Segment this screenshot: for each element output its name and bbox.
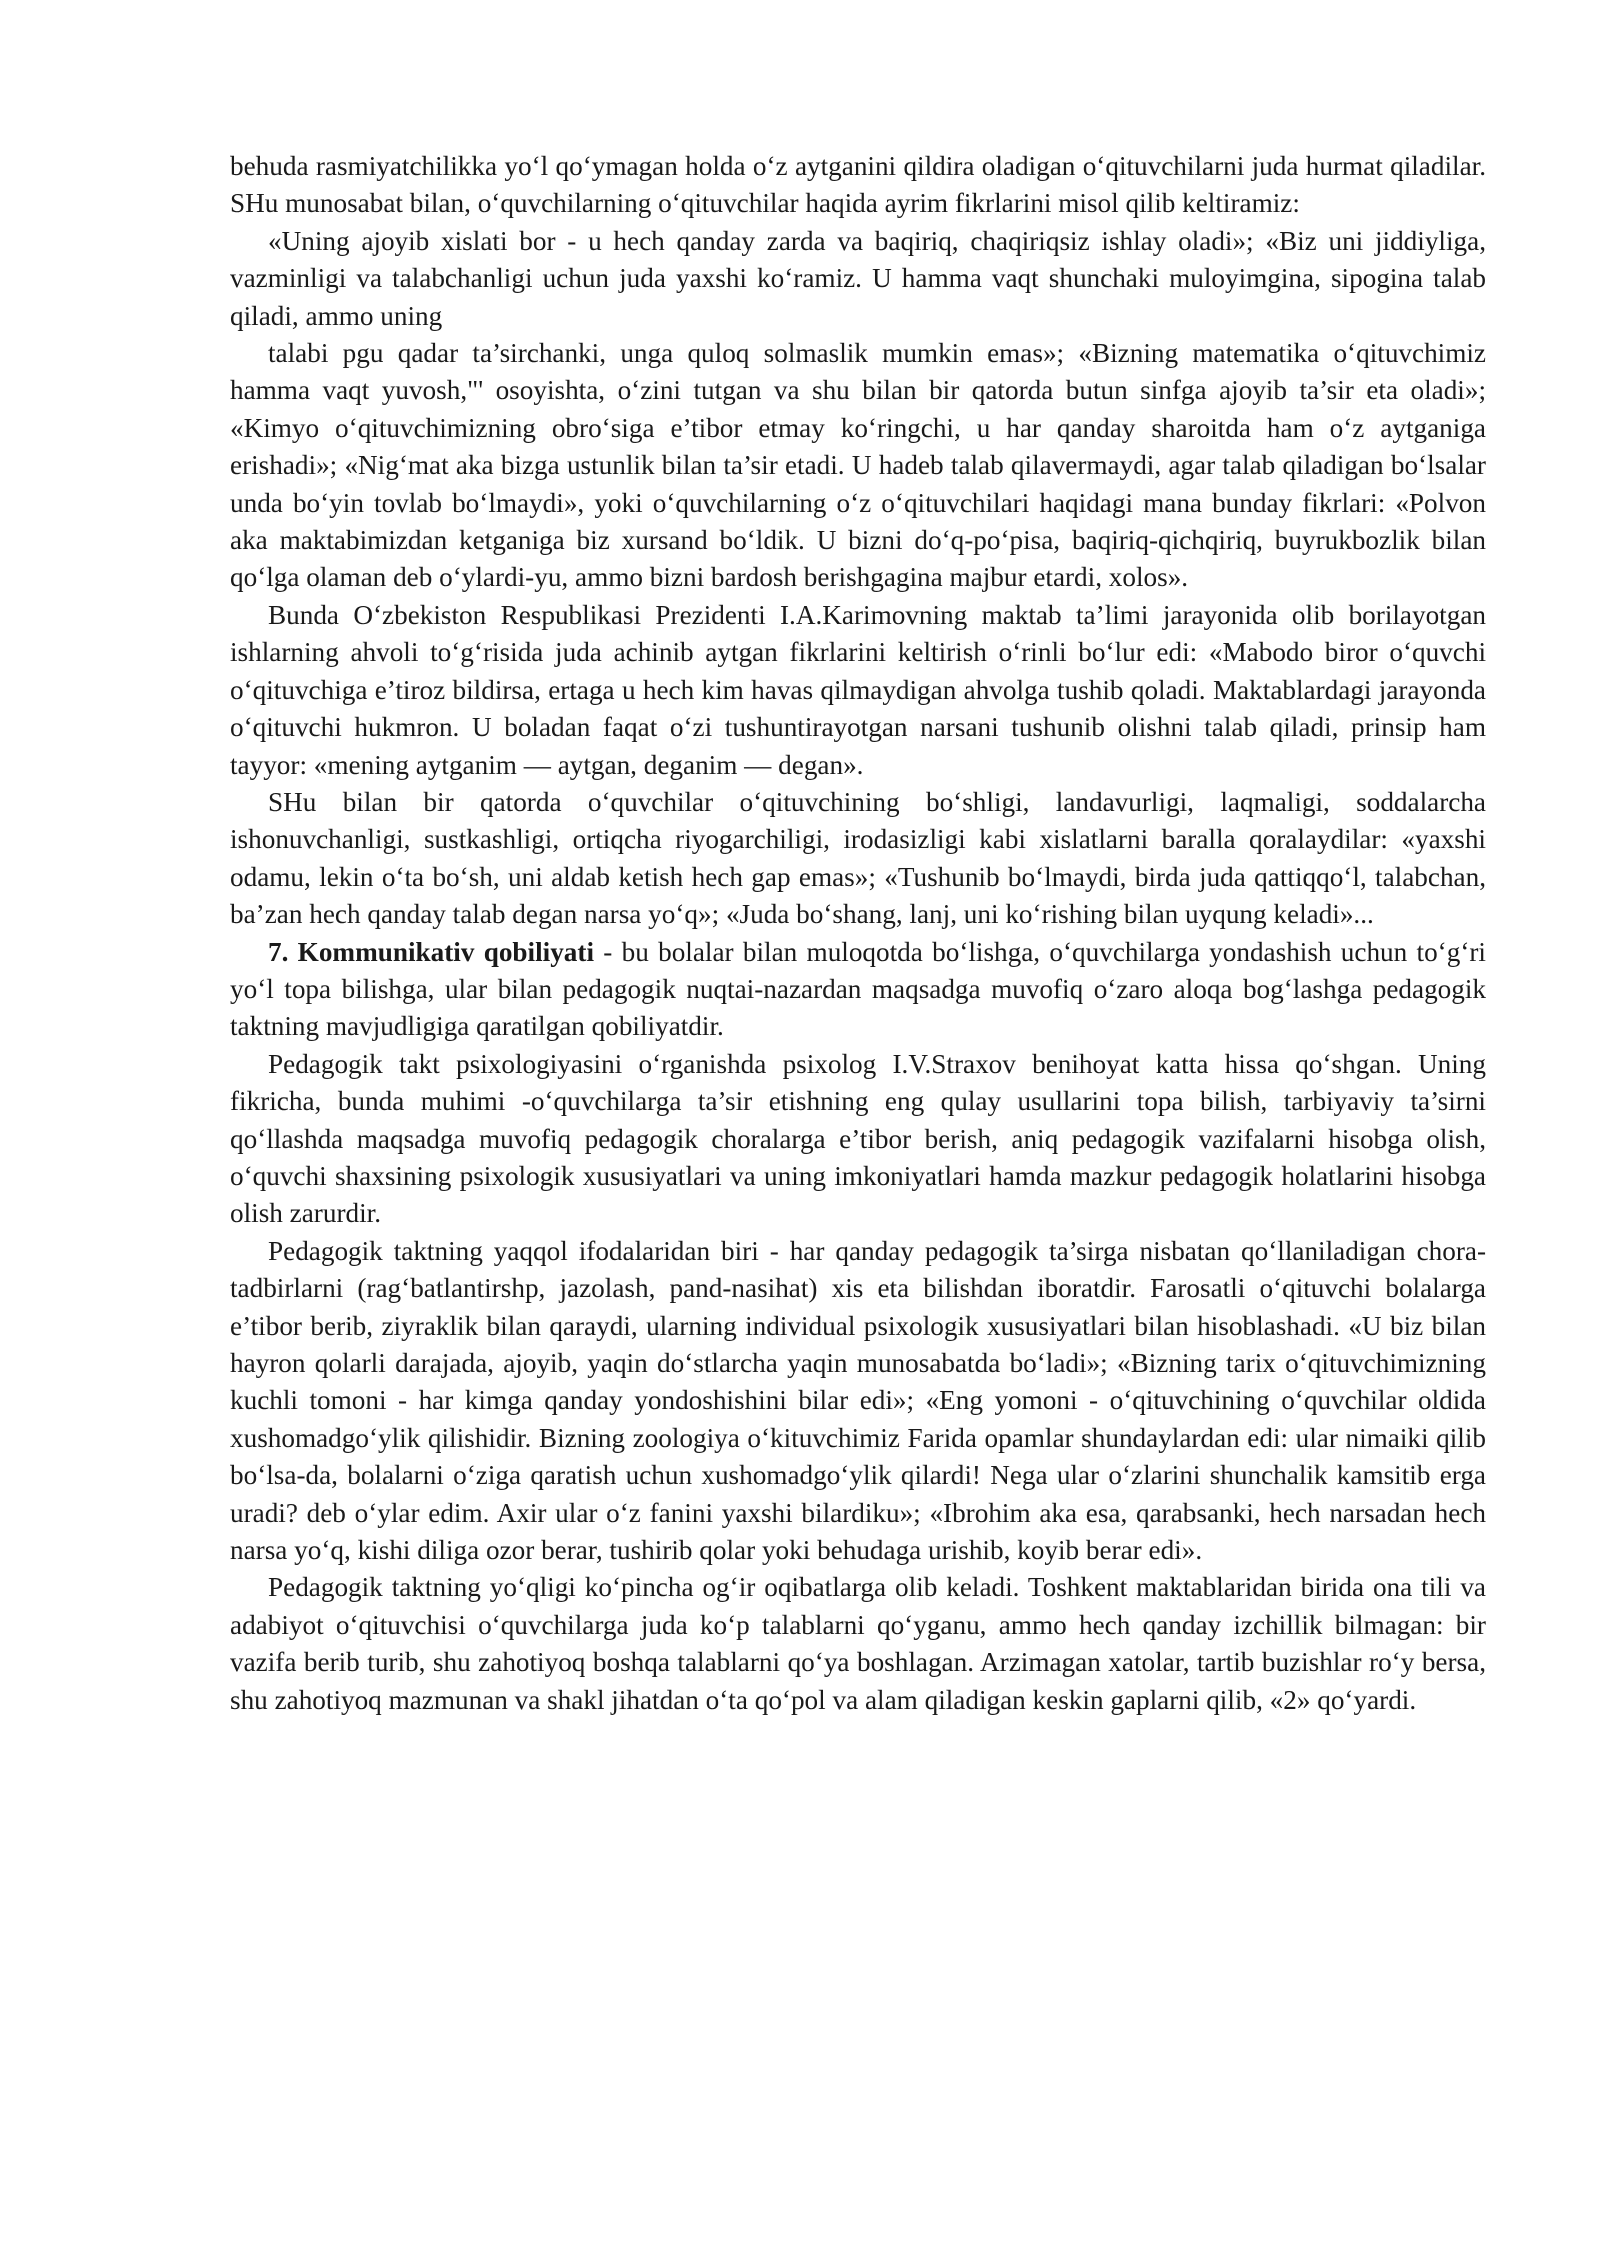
paragraph-4: Bunda O‘zbekiston Respublikasi Prezidenti I.A.Karimovning maktab ta’limi jarayonida olib borilayotgan ishlarning ahvoli to‘g‘risida juda achinib aytgan fikrlarini keltirish o‘rinli bo‘lur edi: «Mabodo biror o‘quvchi o‘qituvchiga e’tiroz bildirsa, ertaga u hech kim havas qilmaydigan ahvolga tushib qoladi. Maktablardagi jarayonda o‘qituvchi hukmron. U boladan faqat o‘zi tushuntirayotgan narsani tushunib olishni talab qiladi, prinsip ham tayyor: «mening aytganim — aytgan, deganim — degan». <box>230 599 1486 780</box>
paragraph-1: behuda rasmiyatchilikka yo‘l qo‘ymagan holda o‘z aytganini qildira oladigan o‘qituvchilarni juda hurmat qiladilar. SHu munosabat bilan, o‘quvchilarning o‘qituvchilar haqida ayrim fikrlarini misol qilib keltiramiz: <box>230 151 1486 219</box>
paragraph-7: Pedagogik takt psixologiyasini o‘rganishda psixolog I.V.Straxov benihoyat katta hissa qo‘shgan. Uning fikricha, bunda muhimi -o‘quvchilarga ta’sir etishning eng qulay usullarini topa bilish, tarbiyaviy ta’sirni qo‘llashda maqsadga muvofiq pedagogik choralarga e’tibor berish, aniq pedagogik vazifalarni hisobga olish, o‘quvchi shaxsining psixologik xususiyatlari va uning imkoniyatlari hamda mazkur pedagogik holatlarini hisobga olish zarurdir. <box>230 1048 1486 1229</box>
paragraph-6 <box>230 934 1486 1046</box>
paragraph-2: «Uning ajoyib xislati bor - u hech qanday zarda va baqiriq, chaqiriqsiz ishlay oladi»; «Biz uni jiddiyliga, vazminligi va talabchanligi uchun juda yaxshi ko‘ramiz. U hamma vaqt shunchaki muloyimgina, sipogina talab qiladi, ammo uning <box>230 225 1486 331</box>
paragraph-9: Pedagogik taktning yo‘qligi ko‘pincha og‘ir oqibatlarga olib keladi. Toshkent maktablaridan birida ona tili va adabiyot o‘qituvchisi o‘quvchilarga juda ko‘p talablarni qo‘yganu, ammo hech qanday izchillik bilmagan: bir vazifa berib turib, shu zahotiyoq boshqa talablarni qo‘ya boshlagan. Arzimagan xatolar, tartib buzishlar ro‘y bersa, shu zahotiyoq mazmunan va shakl jihatdan o‘ta qo‘pol va alam qiladigan keskin gaplarni qilib, «2» qo‘yardi. <box>230 1572 1486 1715</box>
section-heading: 7. Kommunikativ qobiliyati <box>268 936 595 967</box>
paragraph-5: SHu bilan bir qatorda o‘quvchilar o‘qituvchining bo‘shligi, landavurligi, laqmaligi, soddalarcha ishonuvchanligi, sustkashligi, ortiqcha riyogarchiligi, irodasizligi kabi xislatlarni baralla qoralaydilar: «yaxshi odamu, lekin o‘ta bo‘sh, uni aldab ketish hech gap emas»; «Tushunib bo‘lmaydi, birda juda qattiqqo‘l, talabchan, ba’zan hech qanday talab degan narsa yo‘q»; «Juda bo‘shang, lanj, uni ko‘rishing bilan uyqung keladi»... <box>230 786 1486 930</box>
document-page <box>230 148 1486 1719</box>
paragraph-3: talabi pgu qadar ta’sirchanki, unga quloq solmaslik mumkin emas»; «Bizning matematika o‘qituvchimiz hamma vaqt yuvosh,"' osoyishta, o‘zini tutgan va shu bilan bir qatorda butun sinfga ajoyib ta’sir eta oladi»; «Kimyo o‘qituvchimizning obro‘siga e’tibor etmay ko‘ringchi, u har qanday sharoitda ham o‘z aytganiga erishadi»; «Nig‘mat aka bizga ustunlik bilan ta’sir etadi. U hadeb talab qilavermaydi, agar talab qiladigan bo‘lsalar unda bo‘yin tovlab bo‘lmaydi», yoki o‘quvchilarning o‘z o‘qituvchilari haqidagi mana bunday fikrlari: «Polvon aka maktabimizdan ketganiga biz xursand bo‘ldik. U bizni do‘q-po‘pisa, baqiriq-qichqiriq, buyrukbozlik bilan qo‘lga olaman deb o‘ylardi-yu, ammo bizni bardosh berishgagina majbur etardi, xolos». <box>230 338 1486 593</box>
paragraph-6-text: - bu bolalar bilan muloqotda bo‘lishga, o‘quvchilarga yondashish uchun to‘g‘ri yo‘l topa bilishga, ular bilan pedagogik nuqtai-nazardan maqsadga muvofiq o‘zaro aloqa bog‘lashga pedagogik taktning mavjudligiga qaratilgan qobiliyatdir. <box>230 936 1486 1042</box>
paragraph-8: Pedagogik taktning yaqqol ifodalaridan biri - har qanday pedagogik ta’sirga nisbatan qo‘llaniladigan chora-tadbirlarni (rag‘batlantirshp, jazolash, pand-nasihat) xis eta bilishdan iboratdir. Farosatli o‘qituvchi bolalarga e’tibor berib, ziyraklik bilan qaraydi, ularning individual psixologik xususiyatlari bilan hisoblashadi. «U biz bilan hayron qolarli darajada, ajoyib, yaqin do‘stlarcha yaqin munosabatda bo‘ladi»; «Bizning tarix o‘qituvchimizning kuchli tomoni - har kimga qanday yondoshishini bilar edi»; «Eng yomoni - o‘qituvchining o‘quvchilar oldida xushomadgo‘ylik qilishidir. Bizning zoologiya o‘kituvchimiz Farida opamlar shundaylardan edi: ular nimaiki qilib bo‘lsa-da, bolalarni o‘ziga qaratish uchun xushomadgo‘ylik qilardi! Nega ular o‘zlarini shunchalik kamsitib erga uradi? deb o‘ylar edim. Axir ular o‘z fanini yaxshi bilardiku»; «Ibrohim aka esa, qarabsanki, hech narsadan hech narsa yo‘q, kishi diliga ozor berar, tushirib qolar yoki behudaga urishib, koyib berar edi». <box>230 1235 1486 1566</box>
